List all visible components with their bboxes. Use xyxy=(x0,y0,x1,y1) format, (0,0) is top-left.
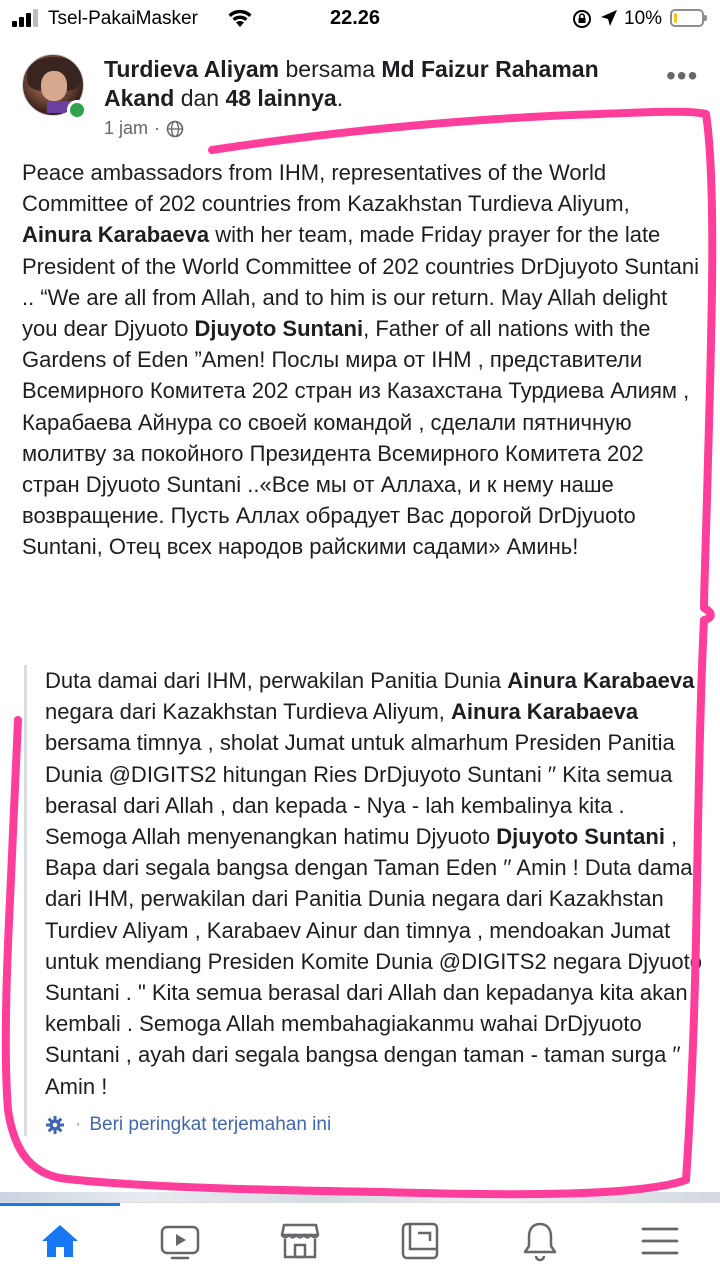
post-time[interactable]: 1 jam xyxy=(104,118,149,138)
translation-text-segment: Duta damai dari IHM, perwakilan Panitia Dunia xyxy=(45,668,508,693)
video-icon xyxy=(158,1219,202,1263)
online-status-dot xyxy=(67,100,87,120)
location-arrow-icon xyxy=(600,9,618,27)
rate-translation-link[interactable]: Beri peringkat terjemahan ini xyxy=(89,1113,332,1135)
translation-text-segment: , Bapa dari segala bangsa dengan Taman Eden ′′ Amin ! Duta damai dari IHM, perwakilan dari Panitia Dunia negara dari Kazakhstan Turdiev Aliyam , Karabaev Ainur dan timnya , mendoakan Jumat untuk mendiang Presiden Komite Dunia @DIGITS2 negara Djyuoto Suntani . " Kita semua berasal dari Allah dan kepadanya kita akan kembali . Semoga Allah membahagiakanmu wahai DrDjyuoto Suntani , ayah dari segala bangsa dengan taman - taman surga ′′ Amin ! xyxy=(45,824,703,1099)
tab-marketplace[interactable] xyxy=(276,1217,324,1265)
bottom-tab-bar xyxy=(0,1202,720,1280)
orientation-lock-icon xyxy=(572,9,592,29)
more-options-button[interactable]: ••• xyxy=(666,60,699,91)
tab-notifications[interactable] xyxy=(516,1217,564,1265)
battery-level-fill xyxy=(674,13,677,23)
body-text-segment: Peace ambassadors from IHM, representatives of the World Committee of 202 countries from Kazakhstan Turdieva Aliyum, xyxy=(22,160,630,217)
next-post-strip xyxy=(0,1192,720,1202)
tab-home[interactable] xyxy=(36,1217,84,1265)
status-bar xyxy=(0,0,720,38)
home-icon xyxy=(38,1219,82,1263)
translation-mention[interactable]: Djuyoto Suntani xyxy=(496,824,665,850)
body-mention[interactable]: Djuyoto Suntani xyxy=(194,316,364,342)
translation-text-segment: negara dari Kazakhstan Turdieva Aliyum, xyxy=(45,699,452,725)
post-body xyxy=(22,157,702,563)
rate-translation-row xyxy=(45,1114,704,1136)
tagged-person[interactable]: Md Faizur Rahaman Akand xyxy=(104,56,599,111)
tab-watch[interactable] xyxy=(156,1217,204,1265)
post-meta: 1 jam · xyxy=(104,118,184,139)
bell-icon xyxy=(518,1219,562,1263)
globe-icon xyxy=(166,120,184,138)
tab-menu[interactable] xyxy=(636,1217,684,1265)
translation-mention[interactable]: Ainura Karabaeva xyxy=(451,699,639,725)
clock: 22.26 xyxy=(330,7,381,29)
and-word: dan xyxy=(180,85,220,111)
signal-strength-icon xyxy=(12,9,42,27)
battery-percent: 10% xyxy=(624,8,663,29)
active-tab-indicator xyxy=(0,1203,120,1206)
translation-text-segment: bersama timnya , sholat Jumat untuk almarhum Presiden Panitia Dunia @DIGITS2 hitungan Ries DrDjuyoto Suntani ′′ Kita semua berasal dari Allah , dan kepada - Nya - lah kembalinya kita . Semoga Allah menyenangkan hatimu Djyuoto xyxy=(45,730,675,850)
rate-separator: · xyxy=(75,1113,82,1135)
translation-block xyxy=(24,665,704,1136)
groups-icon xyxy=(398,1219,442,1263)
post-header: Turdieva Aliyam bersama Md Faizur Rahaman Akand dan 48 lainnya. xyxy=(104,56,599,111)
body-text-segment: with her team, made Friday prayer for the late President of the World Committee of 202 countries DrDjuyoto Suntani .. “We are all from Allah, and to him is our return. May Allah delight you dear Djyuoto xyxy=(22,222,700,342)
body-text-segment: , Father of all nations with the Gardens of Eden ”Amen! Послы мира от IHM , представители Всемирного Комитета 202 стран из Казахстана Турдиева Алиям , Карабаева Айнура со своей командой , сделали пятничную молитву за покойного Президента Всемирного Комитета 202 стран Djyuoto Suntani ..«Все мы от Аллаха, и к нему наше возвращение. Пусть Аллах обрадует Вас дорогой DrDjyuoto Suntani, Отец всех народов райскими садами» Аминь! xyxy=(22,316,690,560)
menu-icon xyxy=(638,1219,682,1263)
gear-icon xyxy=(45,1115,65,1135)
carrier-name: Tsel-PakaiMasker xyxy=(48,8,198,29)
marketplace-icon xyxy=(278,1219,322,1263)
tab-groups[interactable] xyxy=(396,1217,444,1265)
wifi-icon xyxy=(226,8,254,28)
battery-icon xyxy=(670,9,704,27)
author-name[interactable]: Turdieva Aliyam xyxy=(104,56,280,82)
others-link[interactable]: 48 lainnya xyxy=(225,85,337,111)
translation-text xyxy=(45,665,704,1102)
body-mention[interactable]: Ainura Karabaeva xyxy=(22,222,210,248)
with-word: bersama xyxy=(285,56,375,82)
translation-mention[interactable]: Ainura Karabaeva xyxy=(507,668,695,693)
